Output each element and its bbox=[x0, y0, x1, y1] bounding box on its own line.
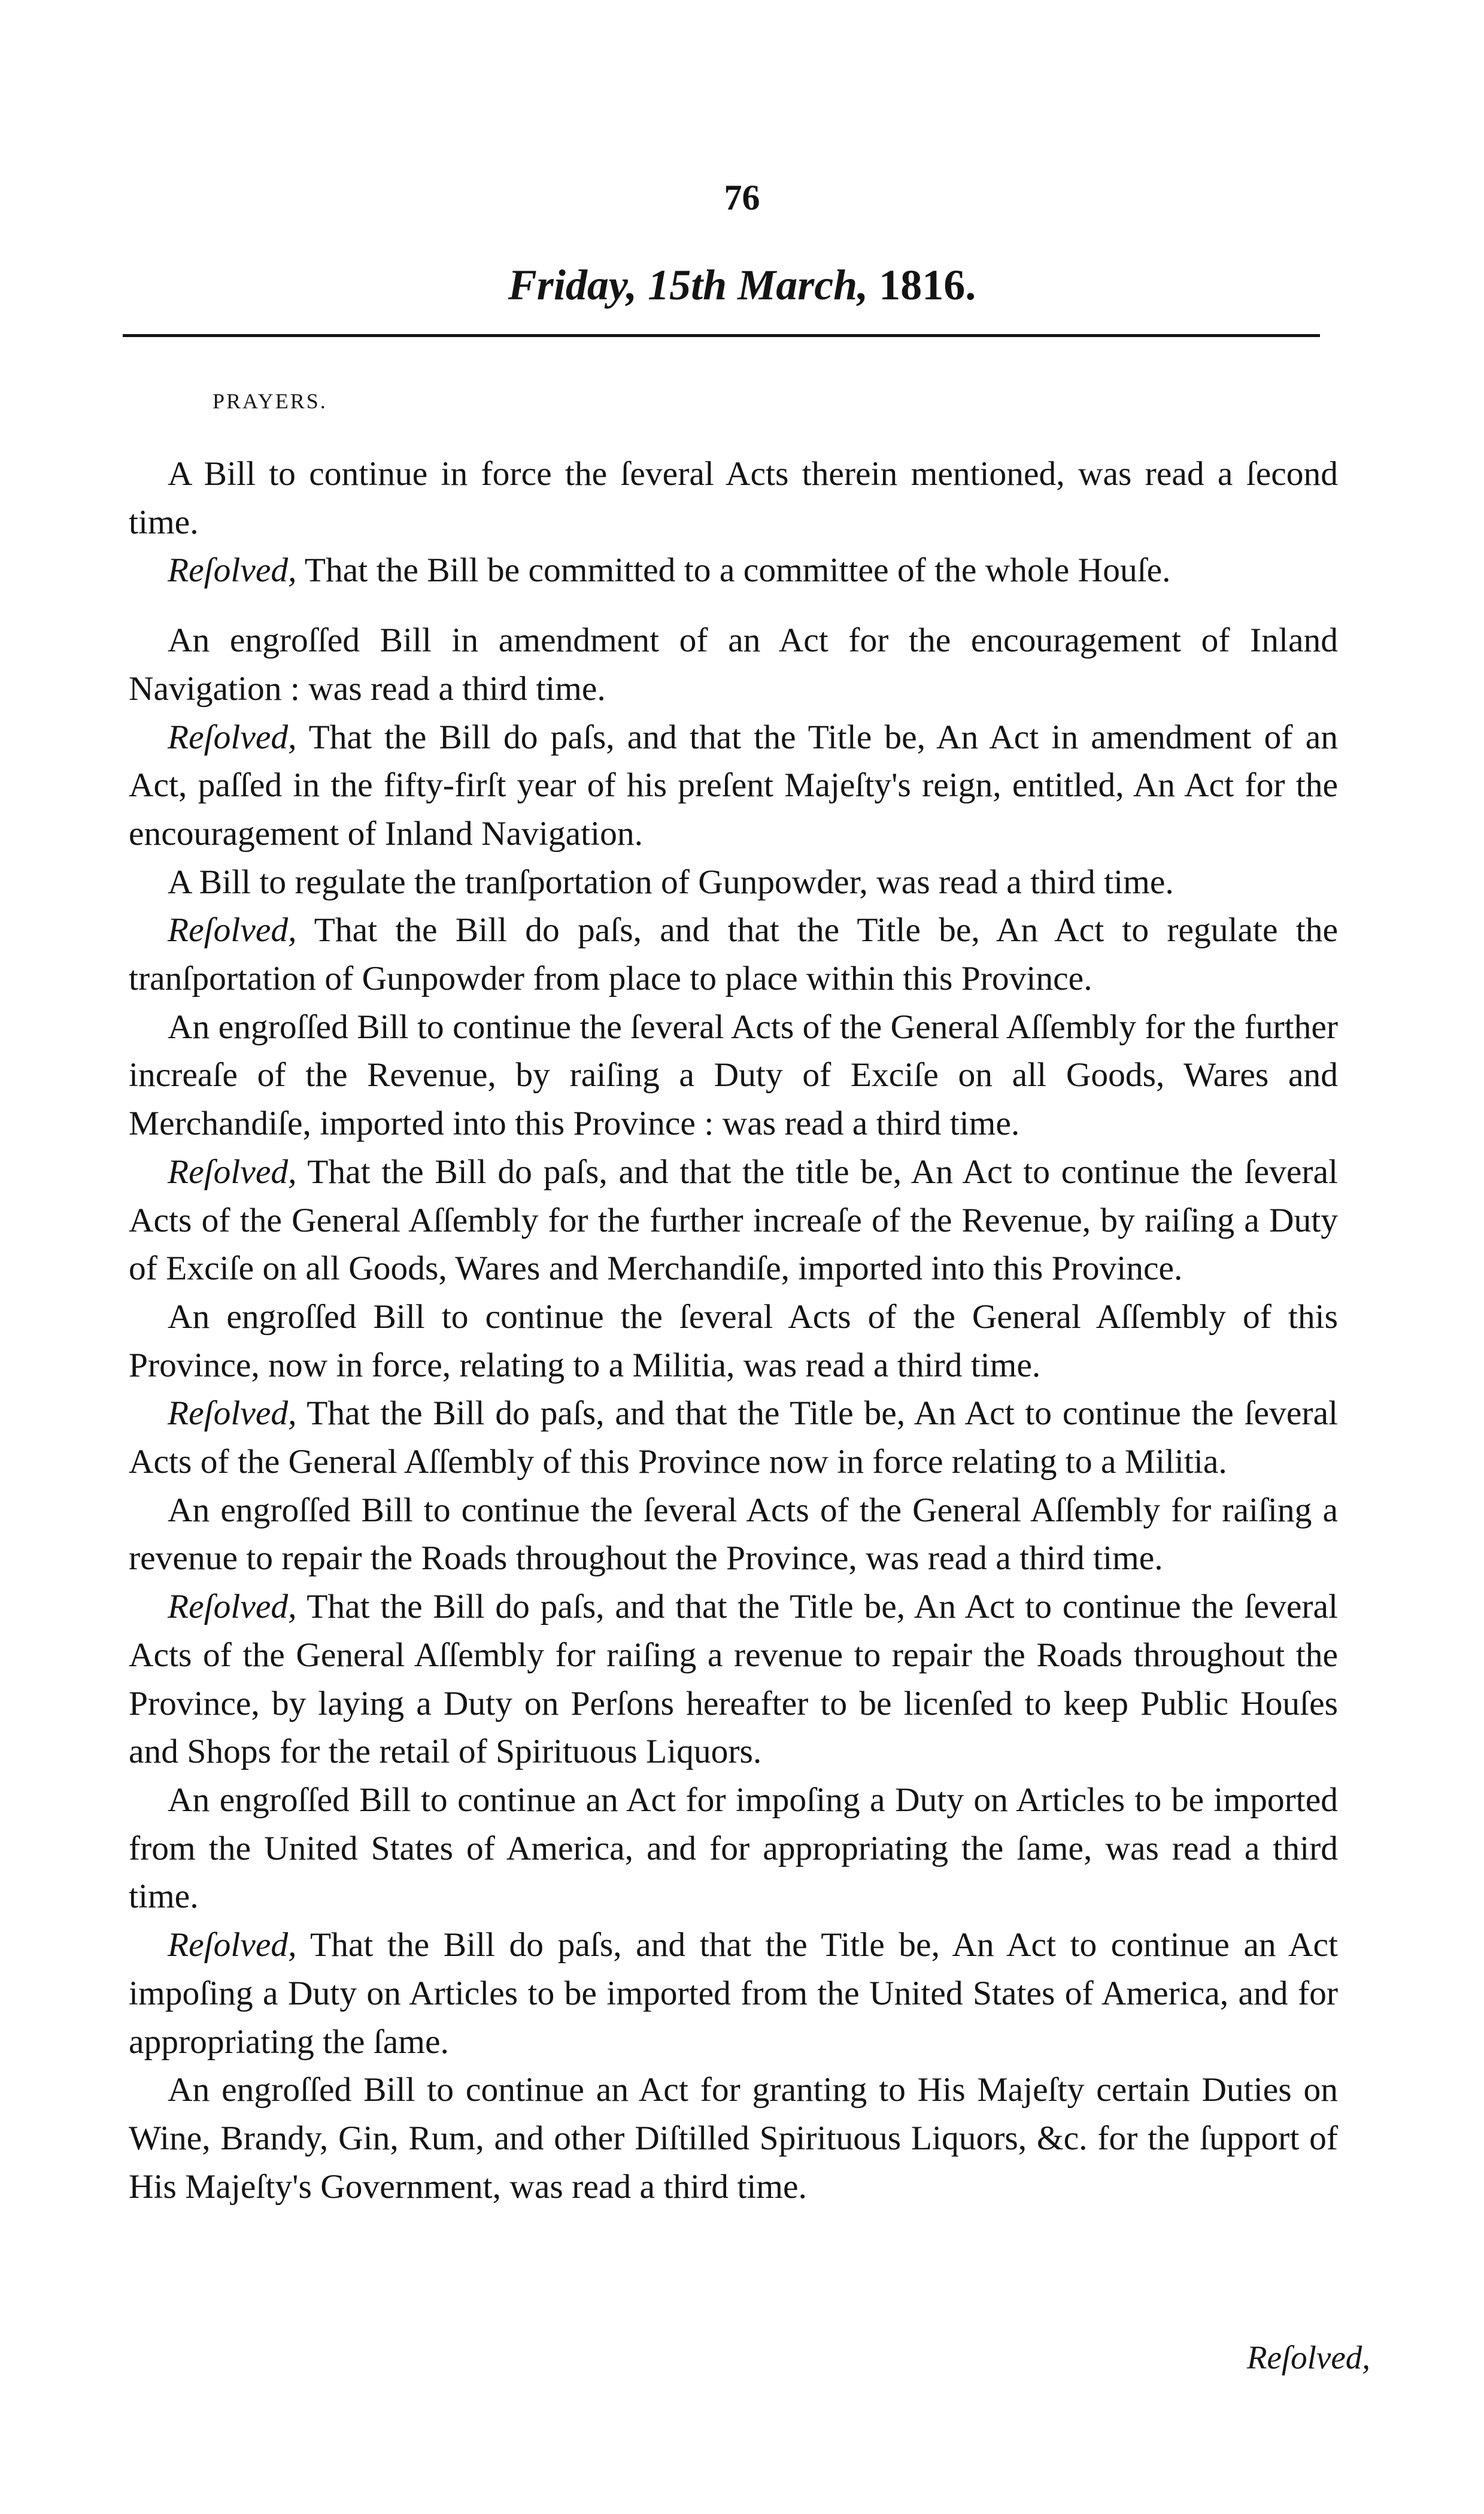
date-heading bbox=[0, 263, 1484, 307]
paragraph-text: That the Bill be committed to a committee of the whole Houſe. bbox=[296, 551, 1171, 590]
resolution-paragraph bbox=[129, 714, 1338, 859]
resolution-paragraph bbox=[129, 1921, 1338, 2066]
paragraph-text: That the Bill do paſs, and that the Title be, An Act to continue the ſeveral Acts of the General Aſſembly of this Province now in force relating to a Militia. bbox=[129, 1394, 1338, 1481]
resolved-label: Reſolved, bbox=[168, 1926, 297, 1964]
resolved-label: Reſolved, bbox=[168, 1394, 297, 1433]
paragraph-text: That the Bill do paſs, and that the Title be, An Act to continue an Act impoſing a Duty on Articles to be imported from the United States of America, and for appropriating the ſame. bbox=[129, 1926, 1338, 2061]
paragraph-text: That the Bill do paſs, and that the Title be, An Act to continue the ſeveral Acts of the General Aſſembly for raiſing a revenue to repair the Roads throughout the Province, by laying a Duty on Perſons hereafter to be licenſed to keep Public Houſes and Shops for the retail of Spirituous Liquors. bbox=[129, 1588, 1338, 1771]
resolution-paragraph bbox=[129, 547, 1338, 595]
bill-paragraph bbox=[129, 859, 1338, 907]
paragraph-text: That the Bill do paſs, and that the Title be, An Act in amendment of an Act, paſſed in the fifty-firſt year of his preſent Majeſty's reign, entitled, An Act for the encouragement of Inland Navigation. bbox=[129, 718, 1338, 853]
paragraph-text: An engroſſed Bill to continue the ſeveral Acts of the General Aſſembly of this Province, now in force, relating to a Militia, was read a third time. bbox=[129, 1297, 1338, 1384]
paragraph-text: An engroſſed Bill to continue an Act for granting to His Majeſty certain Duties on Wine, Brandy, Gin, Rum, and other Diſtilled Spirituous Liquors, &c. for the ſupport of His Majeſty's Government, was read a third time. bbox=[129, 2071, 1338, 2206]
resolved-label: Reſolved, bbox=[168, 551, 297, 590]
date-day: Friday, bbox=[508, 261, 638, 309]
heading-rule bbox=[123, 334, 1320, 337]
bill-paragraph bbox=[129, 2066, 1338, 2211]
paragraph-text: A Bill to regulate the tranſportation of Gunpowder, was read a third time. bbox=[168, 863, 1174, 901]
resolution-paragraph bbox=[129, 1583, 1338, 1776]
journal-body bbox=[129, 450, 1338, 2211]
prayers-label: PRAYERS. bbox=[213, 389, 327, 413]
page-number: 76 bbox=[724, 178, 760, 217]
date-month: March, bbox=[738, 261, 869, 309]
resolved-label: Reſolved, bbox=[168, 1153, 297, 1191]
paragraph-text: An engroſſed Bill to continue an Act for impoſing a Duty on Articles to be imported from the United States of America, and for appropriating the ſame, was read a third time. bbox=[129, 1781, 1338, 1916]
resolved-label: Reſolved, bbox=[168, 1588, 297, 1626]
date-year: 1816. bbox=[879, 261, 976, 309]
bill-paragraph bbox=[129, 1487, 1338, 1583]
bill-paragraph bbox=[129, 1776, 1338, 1921]
bill-paragraph bbox=[129, 1003, 1338, 1148]
resolution-paragraph bbox=[129, 1148, 1338, 1293]
bill-paragraph bbox=[129, 617, 1338, 713]
bill-paragraph bbox=[129, 1293, 1338, 1390]
date-date: 15th bbox=[648, 261, 727, 309]
catchword: Reſolved, bbox=[1246, 2339, 1370, 2376]
paragraph-text: An engroſſed Bill in amendment of an Act for the encouragement of Inland Navigation : was read a third time. bbox=[129, 621, 1338, 708]
resolved-label: Reſolved, bbox=[168, 911, 297, 950]
resolution-paragraph bbox=[129, 906, 1338, 1003]
paragraph-text: A Bill to continue in force the ſeveral Acts therein mentioned, was read a ſecond time. bbox=[129, 455, 1338, 541]
resolution-paragraph bbox=[129, 1390, 1338, 1486]
bill-paragraph bbox=[129, 450, 1338, 547]
paragraph-text: That the Bill do paſs, and that the Title be, An Act to regulate the tranſportation of Gunpowder from place to place within this Province. bbox=[129, 911, 1338, 998]
paragraph-text: That the Bill do paſs, and that the title be, An Act to continue the ſeveral Acts of the General Aſſembly for the further increaſe of the Revenue, by raiſing a Duty of Exciſe on all Goods, Wares and Merchandiſe, imported into this Province. bbox=[129, 1153, 1338, 1288]
paragraph-text: An engroſſed Bill to continue the ſeveral Acts of the General Aſſembly for the further increaſe of the Revenue, by raiſing a Duty of Exciſe on all Goods, Wares and Merchandiſe, imported into this Province : was read a third time. bbox=[129, 1008, 1338, 1143]
paragraph-text: An engroſſed Bill to continue the ſeveral Acts of the General Aſſembly for raiſing a revenue to repair the Roads throughout the Province, was read a third time. bbox=[129, 1491, 1338, 1578]
resolved-label: Reſolved, bbox=[168, 718, 297, 756]
